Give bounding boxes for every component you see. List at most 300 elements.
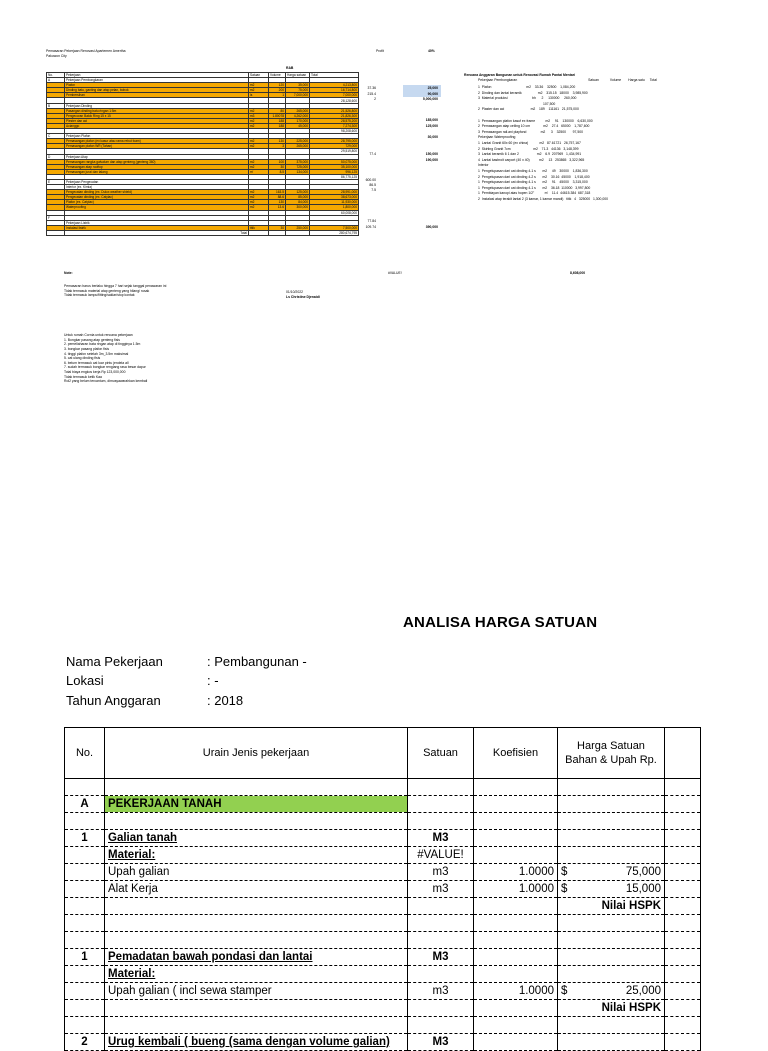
rab-cell-hs: 725,000 [286, 164, 310, 169]
rab-cell-no: E [47, 179, 65, 184]
row-description [105, 1034, 408, 1051]
rab-cell-sat: m2 [249, 118, 269, 123]
rab-cell-sat: m3 [249, 113, 269, 118]
right-row: 3 Material produksi bh 2 130000 260,000 [478, 96, 577, 101]
row-description [105, 966, 408, 983]
table-row [65, 932, 701, 949]
note-line: Pemasaran harus berlaku hingga 7 hari sejak tanggal penawaran ini [64, 284, 167, 288]
company-subtitle: Pakuwon City [46, 54, 67, 58]
row-no [65, 966, 105, 983]
price-cell [561, 985, 661, 997]
right-col-satuan: Satuan [588, 78, 599, 82]
ahs-header-row [65, 728, 701, 779]
rab-cell-tot: 60,008,000 [310, 210, 359, 215]
right-row: 2 Pemasangan atap ceiling 10 cm m2 27.4 65000 1,787,600 [478, 124, 590, 129]
rab-cell-no: F [47, 215, 65, 220]
rab-cell-name: Total [65, 230, 249, 235]
row-no [65, 1017, 105, 1034]
table-row [65, 949, 701, 966]
rab-cell-name: Pemasangan plafon WR (Tahan) [65, 144, 249, 149]
right-row: 1 Lantai Granit 60x 60 (ex china) m2 87.61721 26,757,167 [478, 140, 581, 145]
right-row: 2 Dinding dan lantai keramik m2 315.15 18000 3,985,900 [478, 90, 588, 95]
value-error: #VALUE! [388, 271, 402, 275]
side-number-a: 86.5 [369, 183, 376, 187]
price-amount: 75,000 [625, 866, 661, 878]
note-line: Untuk rumah Cornia untuk rencana pekerjaan [64, 333, 133, 338]
info-lokasi-label: Lokasi [66, 673, 104, 688]
rab-cell-sat: m2 [249, 144, 269, 149]
rab-cell-vol: 80 [269, 108, 286, 113]
row-price: Nilai HSPK [558, 898, 665, 915]
price-cell [561, 883, 661, 895]
note-line: 6. belum termasuk cat luar pintu jendela all [64, 360, 129, 365]
rab-cell-name: Pekerjaan Listrik [65, 220, 249, 225]
note-line: 4. tinggi plafon setelah 3m_3.5m maksimal [64, 351, 129, 356]
right-row: 4 Lantai kasbroit carport (40 x 40) m2 13 253865 3,322,965 [478, 157, 585, 162]
rab-cell-hs [286, 230, 310, 235]
table-row [65, 881, 701, 898]
price-amount: 15,000 [625, 883, 661, 895]
row-extra [665, 932, 701, 949]
rab-cell-vol: 130 [269, 200, 286, 205]
rab-cell-tot: 280,674,795 [310, 230, 359, 235]
row-unit [408, 1017, 474, 1034]
rab-cell-name: Dinding batu, ganting dan atap pelan, bobok [65, 88, 249, 93]
rab-cell-no: D [47, 154, 65, 159]
row-description [105, 830, 408, 847]
rab-cell-tot: 729,000 [310, 144, 359, 149]
col-koefisien: Koefisien [474, 728, 558, 779]
row-description-text: Alat Kerja [108, 883, 158, 895]
side-number-b: 390,000 [425, 225, 438, 229]
row-no: 1 [65, 949, 105, 966]
rab-cell-sat: m2 [249, 195, 269, 200]
row-unit: M3 [408, 1034, 474, 1051]
rab-cell-vol: 188 [269, 118, 286, 123]
row-coefficient [474, 796, 558, 813]
row-no [65, 864, 105, 881]
rab-cell-name: Pekerjaan Pengecatan [65, 179, 249, 184]
info-nama-value: : Pembangunan - [207, 654, 307, 669]
row-extra [665, 847, 701, 864]
rab-cell-tot: 28,795,000 [310, 139, 359, 144]
side-number-b: 125,000 [425, 124, 438, 128]
rab-cell-no: C [47, 134, 65, 139]
row-unit [408, 966, 474, 983]
row-unit: m3 [408, 881, 474, 898]
right-col-total: Total [649, 78, 657, 82]
rab-cell-hs: 45,000 [286, 123, 310, 128]
info-nama-label: Nama Pekerjaan [66, 654, 163, 669]
row-no [65, 915, 105, 932]
rab-cell-vol: 1.80078 [269, 113, 286, 118]
row-description [105, 983, 408, 1000]
note-line: Rol2 yang belum tercantum, dimusyawarahkan kembali [64, 379, 148, 384]
rab-cell-vol: 30 [269, 225, 286, 230]
note-line: 3. bongkar pasang plafon fisis [64, 346, 110, 351]
side-number-b: 150,000 [425, 152, 438, 156]
rab-cell-vol: 3 [269, 144, 286, 149]
row-no [65, 898, 105, 915]
right-row: 2 Plaster dan aci m2 189 111161 21,575,000 [478, 107, 579, 112]
row-coefficient [474, 830, 558, 847]
rab-cell-name: Interior (ex. Kimia) [65, 185, 249, 190]
row-extra [665, 1034, 701, 1051]
rab-col-pekerjaan: Pekerjaan [65, 73, 249, 78]
row-coefficient [474, 779, 558, 796]
right-row: 1 Plafon m2 33.36 32500 1,084,200 [478, 85, 576, 89]
currency-symbol: $ [561, 883, 568, 895]
note-line: 7. sudah termasuk bongkar renglang rasa besar dapur [64, 365, 146, 370]
row-unit: M3 [408, 830, 474, 847]
right-row: 3 Pemasangan rail.ani playfond m2 3 32500 97,500 [478, 129, 583, 134]
table-row [65, 915, 701, 932]
row-description-text: PEKERJAAN TANAH [108, 798, 222, 810]
row-price [558, 847, 665, 864]
info-lokasi [66, 673, 219, 688]
row-unit: M3 [408, 949, 474, 966]
info-lokasi-value: : - [207, 673, 219, 688]
rab-cell-name: Pemasangan atap rooftop [65, 164, 249, 169]
rab-cell-vol: 88.6 [269, 195, 286, 200]
row-coefficient [474, 949, 558, 966]
row-no: A [65, 796, 105, 813]
rab-cell-name: Plester dan aci [65, 118, 249, 123]
price-amount: 25,000 [625, 985, 661, 997]
side-number-a: 109.74 [365, 225, 376, 229]
rab-cell-tot: 7,000,000 [310, 93, 359, 98]
rab-cell-sat [249, 230, 269, 235]
side-number-b: 185,000 [425, 118, 438, 122]
row-unit [408, 779, 474, 796]
row-no [65, 779, 105, 796]
rab-cell-tot: 4,213,800 [310, 83, 359, 88]
row-price: Nilai HSPK [558, 1000, 665, 1017]
row-description-text: Upah galian ( incl sewa stamper [108, 985, 272, 997]
right-title: Rencana Anggaran Bangunan untuk Renovasi Rumah Pantai Mentari [464, 73, 576, 77]
rab-cell-tot: 21,526,800 [310, 108, 359, 113]
row-description-text: Material: [108, 968, 156, 980]
price-cell [561, 866, 661, 878]
table-row [65, 847, 701, 864]
note-line: Total biaya engkos kerja Rp 123,000,000 [64, 369, 126, 374]
row-coefficient [474, 1000, 558, 1017]
rab-cell-hs: 170,000 [286, 118, 310, 123]
row-price [558, 966, 665, 983]
row-description [105, 932, 408, 949]
row-coefficient [474, 847, 558, 864]
rab-cell-name: Pembersihan [65, 93, 249, 98]
rab-cell-sat: m2 [249, 108, 269, 113]
right-row: 3 Lantai keramik 6 1 dan 2 m2 6.9 207969 1,434,991 [478, 152, 582, 157]
rab-cell-sat: m2 [249, 205, 269, 210]
rab-cell-hs: 375,000 [286, 159, 310, 164]
row-price [558, 796, 665, 813]
rab-cell-tot: 7,500,000 [310, 225, 359, 230]
col-no: No. [65, 728, 105, 779]
note-line: 5. cat ulang dinding fisis [64, 356, 101, 361]
right-header [478, 78, 657, 82]
info-tahun [66, 693, 243, 708]
rab-cell-sat: m2 [249, 200, 269, 205]
right-row: Pekerjaan Waterproofing [478, 135, 516, 140]
row-price [558, 864, 665, 881]
rab-cell-tot: 50,075,000 [310, 159, 359, 164]
rab-cell-tot: 7,274,300 [310, 123, 359, 128]
rab-cell-name: Pengecoran Balok Ring 15 x 15 [65, 113, 249, 118]
col-harga-satuan: Harga Satuan Bahan & Upah Rp. [558, 728, 665, 779]
right-col-harga: Harga satu [628, 78, 645, 82]
right-row: 2 Instalasi atap terakit lantai 2 (3 kamar, 1 kamar mandi) titik 4 325000 1,300,000 [478, 196, 609, 201]
rab-cell-hs: 134,000 [286, 169, 310, 174]
rab-cell-name: Pasangan dinding batu ringan 1:5m [65, 108, 249, 113]
table-row [65, 1017, 701, 1034]
rab-cell-sat: titik [249, 225, 269, 230]
rab-cell-name: Pekerjaan Dinding [65, 103, 249, 108]
section-row [65, 796, 701, 813]
rab-cell-tot: 28,128,600 [310, 98, 359, 103]
row-extra [665, 898, 701, 915]
note-sign: Ls Christine Djenaidi [286, 295, 320, 299]
currency-symbol: $ [561, 985, 568, 997]
row-no [65, 881, 105, 898]
rab-cell-sat: m2 [249, 123, 269, 128]
rab-cell-tot: 21,826,300 [310, 113, 359, 118]
row-price [558, 915, 665, 932]
note-total: 8,608,000 [570, 271, 586, 275]
row-extra [665, 983, 701, 1000]
row-coefficient [474, 1017, 558, 1034]
row-unit [408, 1000, 474, 1017]
rab-cell-name: Pengecatan dinding (ex. Catylac) [65, 195, 249, 200]
right-row: 1 Pengelupasan dari cat dinding 4-1 s m2 36.18 110000 3,997,800 [478, 185, 591, 190]
side-number-b: 25,000 [427, 86, 438, 90]
rab-cell-name: Pekerjaan Plafon [65, 134, 249, 139]
rab-cell-sat: m2 [249, 159, 269, 164]
row-no [65, 1000, 105, 1017]
right-row: 1 Pembiayan kanopi atas hopen 1/2" m' 11.4 44615.384 687,318 [478, 191, 591, 196]
right-row: 2 Skirting Granit 7cm m2 71.3 44136 3,148,399 [478, 146, 579, 151]
row-description-text: Pemadatan bawah pondasi dan lantai [108, 951, 313, 963]
row-price [558, 1034, 665, 1051]
row-no [65, 847, 105, 864]
rab-cell-name: Pekerjaan Pembongkaran [65, 78, 249, 83]
row-extra [665, 966, 701, 983]
row-price [558, 932, 665, 949]
rab-cell-tot: 38,673,000 [310, 195, 359, 200]
rab-cell-hs: 75,000 [286, 88, 310, 93]
row-description [105, 915, 408, 932]
row-no: 2 [65, 1034, 105, 1051]
rab-cell-name: Pekerjaan Atap [65, 154, 249, 159]
rab-cell-name: Plafon (ex. Catylac) [65, 200, 249, 205]
rab-cell-hs: 4,262,000 [286, 113, 310, 118]
row-unit [408, 932, 474, 949]
rab-cell-hs: 225,000 [286, 139, 310, 144]
rab-cell-vol: 188 [269, 123, 286, 128]
side-number-a: 77.4 [369, 152, 376, 156]
note-line: Tidak termasuk lampu/fitting/saklar/stop kontak [64, 293, 135, 298]
row-no [65, 983, 105, 1000]
row-unit [408, 796, 474, 813]
row-description [105, 813, 408, 830]
row-description [105, 847, 408, 864]
ahs-body [65, 779, 701, 1051]
row-price [558, 1017, 665, 1034]
rab-cell-sat: m2 [249, 88, 269, 93]
rab-cell-sat: ls [249, 93, 269, 98]
note-line: Tidak termasuk material atap genteng yang hilang/ rusak [64, 288, 150, 293]
table-row [65, 779, 701, 796]
company-title: Pemasaran Pekerjaan Renovasi Apartemen Amertha [46, 49, 126, 53]
rab-cell-hs: 125,000 [286, 190, 310, 195]
row-coefficient: 1.0000 [474, 983, 558, 1000]
row-extra [665, 949, 701, 966]
rab-cell-sat: m2 [249, 139, 269, 144]
rab-cell-sat: m2 [249, 190, 269, 195]
col-satuan: Satuan [408, 728, 474, 779]
rab-cell-vol: 100 [269, 159, 286, 164]
row-extra [665, 796, 701, 813]
side-number-a: 7.5 [371, 188, 376, 192]
table-row [65, 830, 701, 847]
row-coefficient [474, 932, 558, 949]
rab-row [47, 230, 359, 235]
rab-cell-vol: 163.5 [269, 190, 286, 195]
side-number-a: 600.00 [365, 178, 376, 182]
right-row: 1 Pemasangan plafon kasuf ex frame m2 91 130000 6,630,000 [478, 118, 593, 123]
row-unit: #VALUE! [408, 847, 474, 864]
note-line: 2. pemeliaharan bata ringan atap di tingginya 1.5m [64, 342, 141, 347]
rab-table [46, 72, 359, 236]
table-row [65, 898, 701, 915]
row-coefficient: 1.0000 [474, 881, 558, 898]
right-row: Interior [478, 163, 489, 168]
rab-cell-vol: 200 [269, 88, 286, 93]
row-coefficient [474, 915, 558, 932]
row-extra [665, 881, 701, 898]
row-description [105, 898, 408, 915]
table-row [65, 813, 701, 830]
note-date: 01/10/2022 [286, 290, 303, 294]
rab-cell-tot: 28,575,200 [310, 118, 359, 123]
rab-cell-hs: 300,000 [286, 205, 310, 210]
rab-cell-tot: 11,930,000 [310, 200, 359, 205]
row-extra [665, 1000, 701, 1017]
row-price [558, 881, 665, 898]
rab-cell-hs: 265,000 [286, 108, 310, 113]
notes-label: Note: [64, 271, 73, 275]
info-tahun-value: : 2018 [207, 693, 244, 708]
rab-col-total: Total [310, 73, 359, 78]
row-description-text: Material: [108, 849, 156, 861]
side-number-a: 37.36 [367, 86, 376, 90]
row-price [558, 949, 665, 966]
row-extra [665, 779, 701, 796]
table-row [65, 864, 701, 881]
rab-cell-hs: 84,000 [286, 200, 310, 205]
row-extra [665, 1017, 701, 1034]
rab-cell-vol: 130 [269, 139, 286, 144]
rab-cell-vol: 30 [269, 164, 286, 169]
rab-cell-tot: 28,991,000 [310, 190, 359, 195]
profit-label: Profit [376, 49, 384, 53]
row-coefficient [474, 966, 558, 983]
rab-col-volume: Volume [269, 73, 286, 78]
rab-cell-name: Plafon [65, 83, 249, 88]
rab-cell-no: A [47, 78, 65, 83]
row-price [558, 983, 665, 1000]
rab-cell-name: Instalasi listrik [65, 225, 249, 230]
rab-cell-name: Pemasangan plafon (ex kasur atau rama rebut foam) [65, 139, 249, 144]
row-description [105, 881, 408, 898]
note-line: Tidak termasuk ketik Kaa [64, 374, 102, 379]
col-extra [665, 728, 701, 779]
ahs-table [64, 727, 701, 1051]
note-line: 1. Bongkar pasang atap genteng fisis [64, 337, 120, 342]
rab-col-harga: Harga satuan [286, 73, 310, 78]
rab-cell-tot: 86,775,125 [310, 174, 359, 179]
row-description [105, 949, 408, 966]
info-tahun-label: Tahun Anggaran [66, 693, 161, 708]
right-row: 1 Pengelupasan dari cat dinding 4-1 s m2 49 30000 1,836,300 [478, 168, 588, 173]
rab-cell-tot: 996,125 [310, 169, 359, 174]
row-coefficient [474, 1034, 558, 1051]
rab-cell-tot: 98,208,600 [310, 129, 359, 134]
rab-cell-vol: 13.6 [269, 205, 286, 210]
row-price [558, 813, 665, 830]
row-coefficient [474, 813, 558, 830]
row-coefficient [474, 898, 558, 915]
rab-cell-sat: m2 [249, 83, 269, 88]
rab-cell-no: B [47, 103, 65, 108]
rab-cell-hs: 35,000 [286, 83, 310, 88]
rab-cell-hs: 250,000 [286, 225, 310, 230]
side-number-b: 90,000 [427, 92, 438, 96]
table-row [65, 983, 701, 1000]
rab-col-satuan: Satuan [249, 73, 269, 78]
rab-cell-name: Waterproofing [65, 205, 249, 210]
row-unit: m3 [408, 864, 474, 881]
rab-cell-vol: 120 [269, 83, 286, 88]
row-description [105, 796, 408, 813]
side-number-b: 30,000 [427, 135, 438, 139]
rab-cell-tot: 16,714,800 [310, 88, 359, 93]
rab-cell-vol: 8.5 [269, 169, 286, 174]
row-no: 1 [65, 830, 105, 847]
row-extra [665, 813, 701, 830]
rab-cell-name: Pemasangan rangka galvalum dan atap genteng (genteng 360) [65, 159, 249, 164]
right-col-pekerjaan: Pekerjaan Pembongkaran [478, 78, 518, 82]
table-row [65, 1034, 701, 1051]
rab-title: RAB [286, 66, 294, 70]
row-unit [408, 813, 474, 830]
rab-cell-hs: 265,000 [286, 144, 310, 149]
row-price [558, 779, 665, 796]
currency-symbol: $ [561, 866, 568, 878]
row-description [105, 864, 408, 881]
right-col-volume: Volume [609, 78, 622, 82]
right-row: 1 Pengelupasan dari cat dinding 4-1 s m2 91 45000 3,315,000 [478, 180, 588, 185]
info-nama [66, 654, 307, 669]
rab-body [47, 78, 359, 236]
rab-cell-name: Acianggo [65, 123, 249, 128]
rab-cell-vol: 1 [269, 93, 286, 98]
row-description [105, 1000, 408, 1017]
side-number-a: 77.84 [367, 219, 376, 223]
row-price [558, 830, 665, 847]
rab-cell-tot: 1,800,000 [310, 205, 359, 210]
